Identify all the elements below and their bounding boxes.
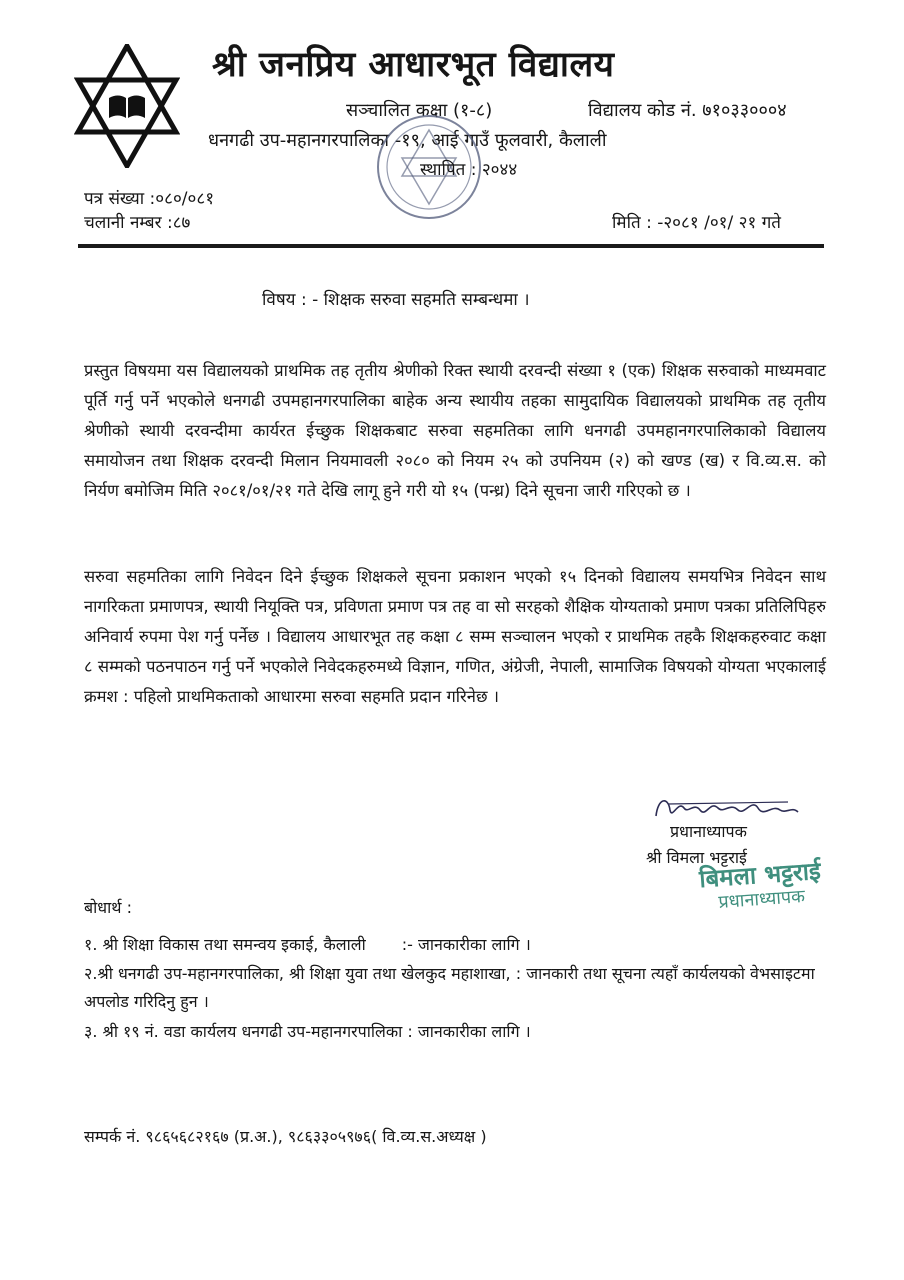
school-address: धनगढी उप-महानगरपालिका -१९, आई गाउँ फूलवारी, कैलाली <box>208 130 607 151</box>
body-paragraph-1: प्रस्तुत विषयमा यस विद्यालयको प्राथमिक तह तृतीय श्रेणीको रिक्त स्थायी दरवन्दी संख्या १ (एक) शिक्षक सरुवाको माध्यमवाट पूर्ति गर्नु पर्ने भएकोले धनगढी उपमहानगरपालिका बाहेक अन्य स्थायीय तहका सामुदायिक विद्यालयको प्राथमिक तह तृतीय श्रेणीको स्थायी दरवन्दीमा कार्यरत ईच्छुक शिक्षकबाट सरुवा सहमतिका लागि धनगढी उपमहानगरपालिकाको विद्यालय समायोजन तथा शिक्षक दरवन्दी मिलान नियमावली २०८० को नियम २५ को उपनियम (२) को खण्ड (ख) र वि.व्य.स. को निर्यण बमोजिम मिति २०८१/०१/२१ गते देखि लागू हुने गरी यो १५ (पन्ध्र) दिने सूचना जारी गरिएको छ । <box>84 361 826 500</box>
star-book-emblem-icon <box>74 44 180 168</box>
letter-date: मिति : -२०८१ /०१/ २१ गते <box>612 213 781 233</box>
letter-subject: विषय : - शिक्षक सरुवा सहमति सम्बन्धमा । <box>262 290 530 310</box>
letter-number: पत्र संख्या :०८०/०८१ <box>84 189 215 209</box>
dispatch-number: चलानी नम्बर :८७ <box>84 213 191 233</box>
cc-heading: बोधार्थ : <box>84 898 132 917</box>
cc-item-3: ३. श्री १९ नं. वडा कार्यलय धनगढी उप-महानगरपालिका : जानकारीका लागि । <box>84 1022 531 1041</box>
cc-item-2: २.श्री धनगढी उप-महानगरपालिका, श्री शिक्षा युवा तथा खेलकुद महाशाखा, : जानकारी तथा सूचना त्यहाँ कार्यलयको वेभसाइटमा अपलोड गरिदिनु हुन । <box>84 964 815 1011</box>
school-name: श्री जनप्रिय आधारभूत विद्यालय <box>212 45 615 85</box>
stamp-name: बिमला भट्टराई <box>698 856 822 894</box>
established-year: स्थापित : २०४४ <box>420 160 518 180</box>
school-code: विद्यालय कोड नं. ७१०३३०००४ <box>588 100 787 121</box>
classes-run: सञ्चालित कक्षा (१-८) <box>346 100 493 121</box>
header-divider <box>78 244 824 248</box>
cc-item-1-recipient: १. श्री शिक्षा विकास तथा समन्वय इकाई, कैलाली <box>84 935 366 954</box>
cc-item-1 <box>84 931 824 959</box>
signatory-name: श्री विमला भट्टराई <box>646 848 747 867</box>
body-paragraph-2: सरुवा सहमतिका लागि निवेदन दिने ईच्छुक शिक्षकले सूचना प्रकाशन भएको १५ दिनको विद्यालय समयभित्र निवेदन साथ नागरिकता प्रमाणपत्र, स्थायी नियूक्ति पत्र, प्रविणता प्रमाण पत्र तह वा सो सरहको शैक्षिक योग्यताको प्रमाण पत्रका प्रतिलिपिहरु अनिवार्य रुपमा पेश गर्नु पर्नेछ । विद्यालय आधारभूत तह कक्षा ८ सम्म सञ्चालन भएको र प्राथमिक तहकै शिक्षकहरुवाट कक्षा ८ सम्मको पठनपाठन गर्नु पर्ने भएकोले निवेदकहरुमध्ये विज्ञान, गणित, अंग्रेजी, नेपाली, सामाजिक विषयको योग्यता भएकालाई क्रमश : पहिलो प्राथमिकताको आधारमा सरुवा सहमति प्रदान गरिनेछ । <box>84 567 826 706</box>
name-stamp <box>698 858 823 915</box>
contact-numbers: सम्पर्क नं. ९८६५६८२१६७ (प्र.अ.), ९८६३३०५९७६( वि.व्य.स.अध्यक्ष ) <box>84 1127 487 1146</box>
signatory-title: प्रधानाध्यापक <box>670 822 747 841</box>
cc-item-1-purpose: :- जानकारीका लागि । <box>401 935 531 954</box>
stamp-title: प्रधानाध्यापक <box>717 885 806 913</box>
